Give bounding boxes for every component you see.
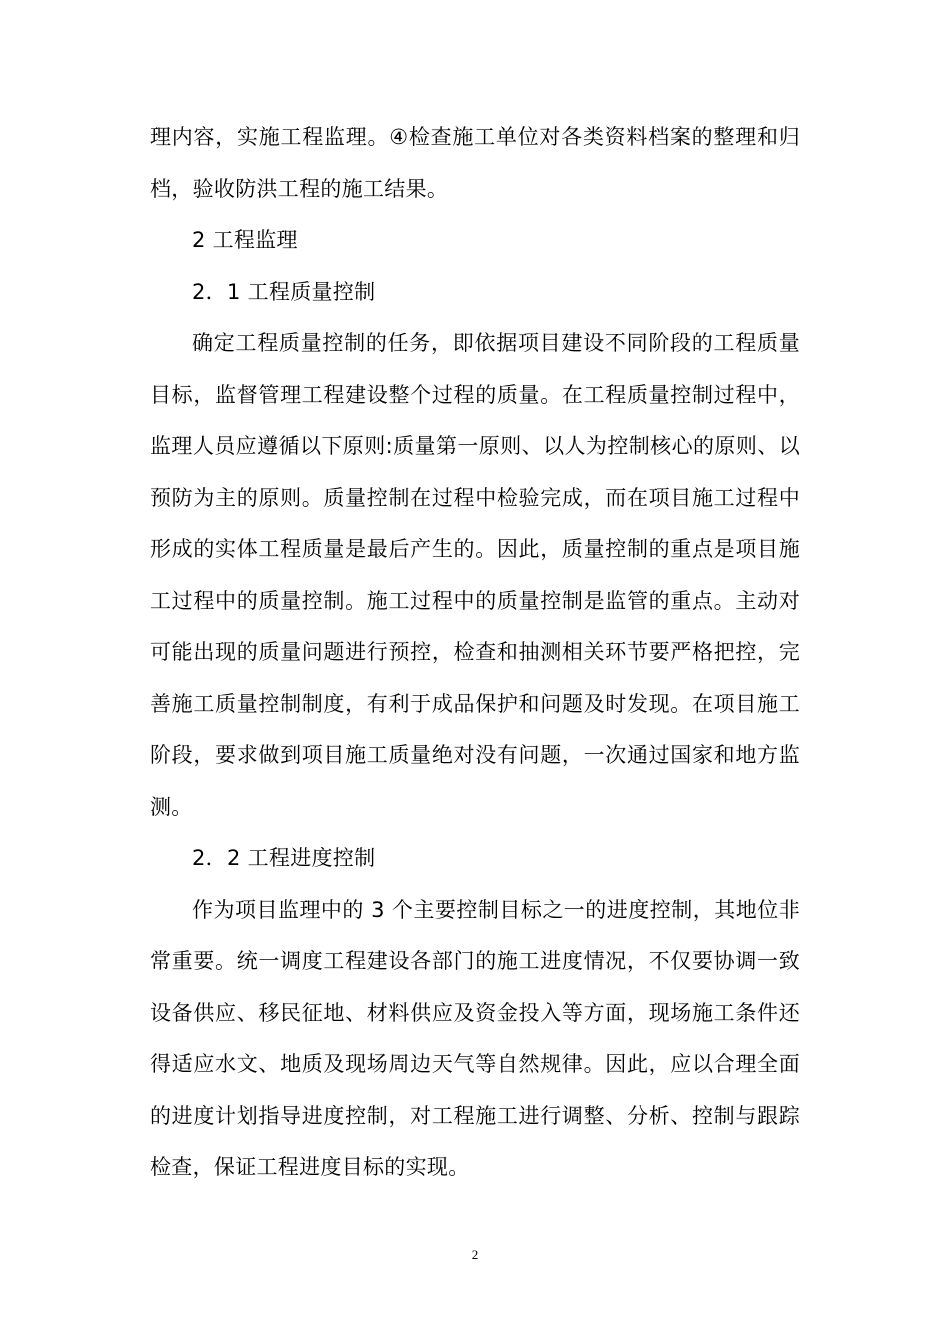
page-number: 2 xyxy=(471,1247,479,1262)
quality-control-paragraph: 确定工程质量控制的任务，即依据项目建设不同阶段的工程质量目标，监督管理工程建设整个过程的质量。在工程质量控制过程中，监理人员应遵循以下原则:质量第一原则、以人为控制核心的原则、以预防为主的原则。质量控制在过程中检验完成，而在项目施工过程中形成的实体工程质量是最后产生的。因此，质量控制的重点是项目施工过程中的质量控制。施工过程中的质量控制是监管的重点。主动对可能出现的质量问题进行预控，检查和抽测相关环节要严格把控，完善施工质量控制制度，有利于成品保护和问题及时发现。在项目施工阶段，要求做到项目施工质量绝对没有问题，一次通过国家和地方监测。 xyxy=(150,331,800,819)
section-heading-2-2: 2．2 工程进度控制 xyxy=(192,846,376,870)
progress-control-paragraph: 作为项目监理中的 3 个主要控制目标之一的进度控制，其地位非常重要。统一调度工程建设各部门的施工进度情况，不仅要协调一致设备供应、移民征地、材料供应及资金投入等方面，现场施工条件还得适应水文、地质及现场周边天气等自然规律。因此，应以合理全面的进度计划指导进度控制，对工程施工进行调整、分析、控制与跟踪检查，保证工程进度目标的实现。 xyxy=(150,897,800,1179)
section-heading-2-1: 2．1 工程质量控制 xyxy=(192,279,376,304)
section-heading-2: 2 工程监理 xyxy=(192,228,298,252)
continuation-paragraph: 理内容，实施工程监理。④检查施工单位对各类资料档案的整理和归档，验收防洪工程的施工结果。 xyxy=(150,125,800,201)
document-body xyxy=(150,112,800,1194)
